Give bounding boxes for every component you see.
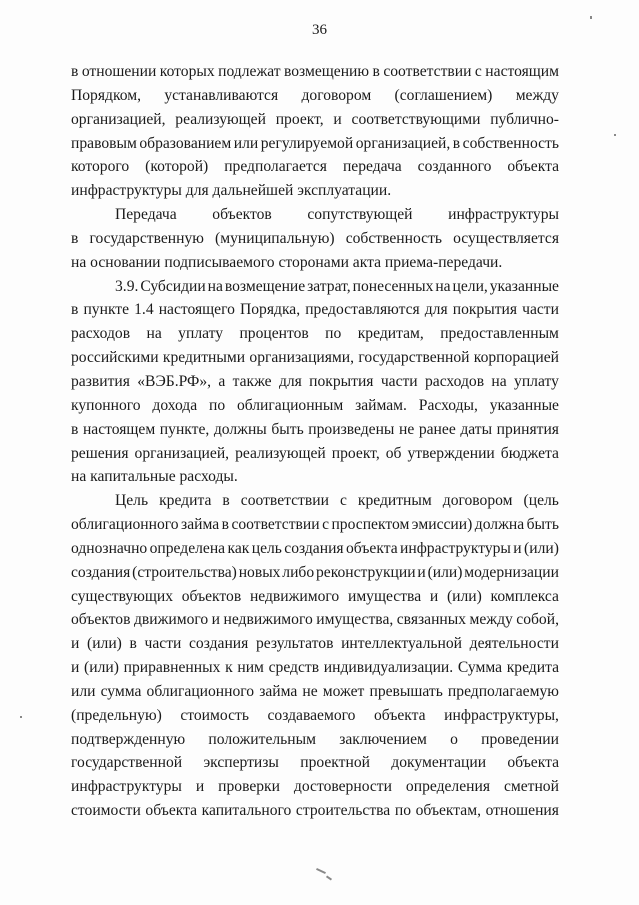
text-line: инфраструктуры для дальнейшей эксплуатации. xyxy=(71,182,392,200)
text-line: развития «ВЭБ.РФ», а также для покрытия части расходов на уплату xyxy=(71,372,559,390)
text-line: существующих объектов недвижимого имущества и (или) комплекса xyxy=(71,587,559,605)
text-line: которого (которой) предполагается передача созданного объекта xyxy=(71,158,559,176)
text-line: Порядком, устанавливаются договором (соглашением) между xyxy=(71,86,559,104)
text-line: 3.9. Субсидии на возмещение затрат, понесенных на цели, указанные xyxy=(115,277,559,295)
text-line: однозначно определена как цель создания объекта инфраструктуры и (или) xyxy=(71,539,559,557)
text-line: российскими кредитными организациями, государственной корпорацией xyxy=(71,349,559,367)
text-line: и (или) в части создания результатов интеллектуальной деятельности xyxy=(71,635,559,653)
text-line: (предельную) стоимость создаваемого объекта инфраструктуры, xyxy=(71,706,559,724)
text-line: на капитальные расходы. xyxy=(71,468,238,486)
text-line: стоимости объекта капитального строительства по объектам, отношения xyxy=(71,802,559,820)
text-line: облигационного займа в соответствии с проспектом эмиссии) должна быть xyxy=(71,516,559,534)
text-line: расходов на уплату процентов по кредитам, предоставленным xyxy=(71,325,559,343)
text-line: организацией, реализующей проект, и соответствующими публично- xyxy=(71,110,559,128)
paragraph xyxy=(71,275,559,490)
text-line: в настоящем пункте, должны быть произведены не ранее даты принятия xyxy=(71,420,559,438)
text-line: правовым образованием или регулируемой организацией, в собственность xyxy=(71,134,559,152)
text-line: создания (строительства) новых либо реконструкции и (или) модернизации xyxy=(71,563,559,581)
text-line: подтвержденную положительным заключением о проведении xyxy=(71,730,559,748)
text-line: инфраструктуры и проверки достоверности определения сметной xyxy=(71,778,559,796)
page-number: 36 xyxy=(312,22,327,38)
text-line: или сумма облигационного займа не может превышать предполагаемую xyxy=(71,682,559,700)
scan-speck xyxy=(326,875,332,880)
text-line: решения организацией, реализующей проект, об утверждении бюджета xyxy=(71,444,559,462)
text-line: государственной экспертизы проектной документации объекта xyxy=(71,754,559,772)
scan-speck xyxy=(20,716,22,718)
text-line: Передача объектов сопутствующей инфраструктуры xyxy=(115,206,559,224)
paragraph xyxy=(71,60,559,203)
text-line: в пункте 1.4 настоящего Порядка, предоставляются для покрытия части xyxy=(71,301,559,319)
scan-speck xyxy=(590,16,592,19)
text-line: Цель кредита в соответствии с кредитным договором (цель xyxy=(115,492,559,510)
text-line: купонного дохода по облигационным займам. Расходы, указанные xyxy=(71,396,559,414)
text-line: объектов движимого и недвижимого имущества, связанных между собой, xyxy=(71,611,559,629)
text-line: в отношении которых подлежат возмещению в соответствии с настоящим xyxy=(71,63,559,80)
document-body xyxy=(71,60,559,823)
paragraph xyxy=(71,203,559,275)
text-line: и (или) приравненных к ним средств индивидуализации. Сумма кредита xyxy=(71,659,559,677)
paragraph xyxy=(71,489,559,823)
text-line: на основании подписываемого сторонами акта приема-передачи. xyxy=(71,253,503,271)
text-line: в государственную (муниципальную) собственность осуществляется xyxy=(71,229,559,247)
scan-speck xyxy=(316,868,326,874)
scan-speck xyxy=(614,134,616,136)
